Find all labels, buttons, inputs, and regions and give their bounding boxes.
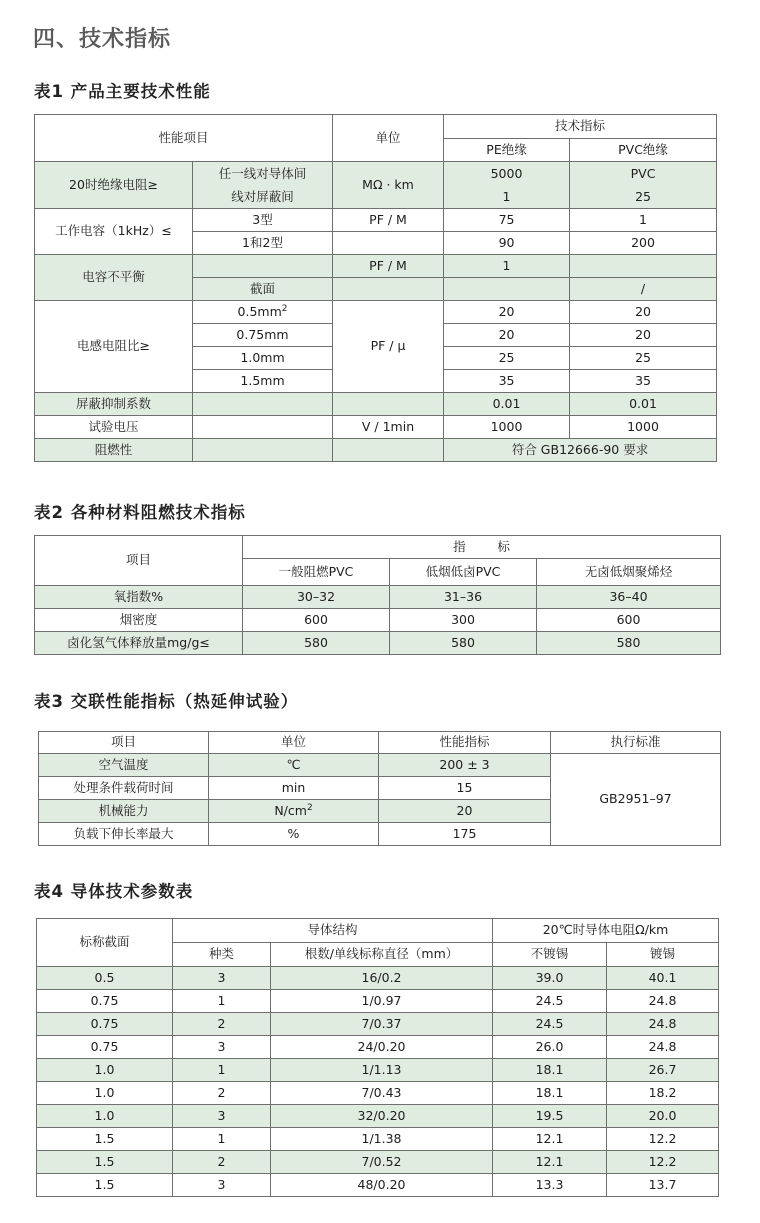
t2-row-c2: 31–36 <box>390 586 537 609</box>
t4-row-section: 1.5 <box>37 1174 173 1197</box>
t4-row-tinned: 12.2 <box>607 1128 719 1151</box>
t3-header-index: 性能指标 <box>379 732 551 754</box>
t4-row-kind: 2 <box>173 1013 271 1036</box>
t1-flame-value: 符合 GB12666-90 要求 <box>444 439 717 462</box>
t4-row-plain: 24.5 <box>493 1013 607 1036</box>
t4-row-tinned: 26.7 <box>607 1059 719 1082</box>
t3-row-value: 200 ± 3 <box>379 754 551 777</box>
t1-insulation-pvc2: 25 <box>635 189 651 204</box>
t2-row-label: 卤化氢气体释放量mg/g≤ <box>35 632 243 655</box>
t2-row-c2: 300 <box>390 609 537 632</box>
t1-insulation-pvc <box>570 162 717 209</box>
t1-voltage-pe: 1000 <box>444 416 570 439</box>
t3-row-unit: % <box>209 823 379 846</box>
section-title: 四、技术指标 <box>33 27 172 52</box>
t1-lr-ratio-sub: 1.5mm <box>193 370 333 393</box>
t4-row-diameter: 1/1.13 <box>271 1059 493 1082</box>
t4-row-plain: 18.1 <box>493 1059 607 1082</box>
t4-row-section: 0.5 <box>37 967 173 990</box>
t4-row-kind: 2 <box>173 1151 271 1174</box>
t1-lr-ratio-sub: 1.0mm <box>193 347 333 370</box>
t2-header-item: 项目 <box>35 536 243 586</box>
t4-row-section: 0.75 <box>37 1036 173 1059</box>
t1-flame-label: 阻燃性 <box>35 439 193 462</box>
t4-row-tinned: 24.8 <box>607 990 719 1013</box>
t1-capacitance-pvc1: 1 <box>570 209 717 232</box>
t3-row-value: 15 <box>379 777 551 800</box>
t4-row-plain: 12.1 <box>493 1151 607 1174</box>
t4-row-diameter: 24/0.20 <box>271 1036 493 1059</box>
t4-row-diameter: 7/0.37 <box>271 1013 493 1036</box>
t4-row-tinned: 24.8 <box>607 1036 719 1059</box>
t4-row-section: 1.0 <box>37 1059 173 1082</box>
t4-header-tinned: 镀锡 <box>607 943 719 967</box>
t2-header-col2: 低烟低卤PVC <box>390 559 537 586</box>
t1-capacitance-unit2 <box>333 232 444 255</box>
t1-insulation-unit: MΩ · km <box>333 162 444 209</box>
t1-capacitance-sub1: 3型 <box>193 209 333 232</box>
t3-row-unit: ℃ <box>209 754 379 777</box>
t4-row-tinned: 24.8 <box>607 1013 719 1036</box>
t3-row-label: 负载下伸长率最大 <box>39 823 209 846</box>
t4-row-kind: 2 <box>173 1082 271 1105</box>
t1-lr-ratio-pe: 20 <box>444 301 570 324</box>
t4-row-kind: 1 <box>173 1059 271 1082</box>
t4-row-section: 1.0 <box>37 1082 173 1105</box>
table3-title: 表3 交联性能指标（热延伸试验） <box>34 692 299 711</box>
t1-lr-ratio-pe: 25 <box>444 347 570 370</box>
t4-row-tinned: 18.2 <box>607 1082 719 1105</box>
t1-unbalance-sub2: 截面 <box>193 278 333 301</box>
t4-row-kind: 3 <box>173 967 271 990</box>
t4-row-section: 0.75 <box>37 1013 173 1036</box>
t1-insulation-pe <box>444 162 570 209</box>
t1-header-pvc: PVC绝缘 <box>570 139 717 162</box>
t3-header-item: 项目 <box>39 732 209 754</box>
t4-header-diameter: 根数/单线标称直径（mm） <box>271 943 493 967</box>
t2-header-col3: 无卤低烟聚烯烃 <box>537 559 721 586</box>
t4-row-kind: 3 <box>173 1036 271 1059</box>
t4-header-kind: 种类 <box>173 943 271 967</box>
t2-row-c1: 580 <box>243 632 390 655</box>
table1-title: 表1 产品主要技术性能 <box>34 82 211 101</box>
t3-row-value: 175 <box>379 823 551 846</box>
t1-shield-pvc: 0.01 <box>570 393 717 416</box>
t1-flame-sub <box>193 439 333 462</box>
t3-row-label: 处理条件载荷时间 <box>39 777 209 800</box>
t1-flame-unit <box>333 439 444 462</box>
t4-row-plain: 39.0 <box>493 967 607 990</box>
t4-row-diameter: 32/0.20 <box>271 1105 493 1128</box>
t1-unbalance-pvc2: / <box>570 278 717 301</box>
t1-lr-ratio-pe: 20 <box>444 324 570 347</box>
t1-insulation-pe1: 5000 <box>490 166 523 181</box>
t4-row-diameter: 1/1.38 <box>271 1128 493 1151</box>
t1-shield-pe: 0.01 <box>444 393 570 416</box>
t1-lr-ratio-pvc: 25 <box>570 347 717 370</box>
t4-row-plain: 26.0 <box>493 1036 607 1059</box>
t3-header-unit: 单位 <box>209 732 379 754</box>
t1-voltage-sub <box>193 416 333 439</box>
t1-unbalance-unit2 <box>333 278 444 301</box>
t4-row-diameter: 1/0.97 <box>271 990 493 1013</box>
t4-header-plain: 不镀锡 <box>493 943 607 967</box>
t3-row-unit: min <box>209 777 379 800</box>
t3-standard-value: GB2951–97 <box>551 754 721 846</box>
t2-row-label: 烟密度 <box>35 609 243 632</box>
t1-lr-ratio-pe: 35 <box>444 370 570 393</box>
t1-lr-ratio-sub: 0.75mm <box>193 324 333 347</box>
t2-row-c1: 600 <box>243 609 390 632</box>
t4-header-structure: 导体结构 <box>173 919 493 943</box>
t1-unbalance-pe: 1 <box>444 255 570 278</box>
t3-row-value: 20 <box>379 800 551 823</box>
t4-row-diameter: 7/0.52 <box>271 1151 493 1174</box>
t4-row-section: 0.75 <box>37 990 173 1013</box>
t1-lr-ratio-pvc: 20 <box>570 324 717 347</box>
t4-row-section: 1.5 <box>37 1128 173 1151</box>
t4-row-kind: 1 <box>173 1128 271 1151</box>
t1-unbalance-pe2 <box>444 278 570 301</box>
t4-row-plain: 19.5 <box>493 1105 607 1128</box>
t1-unbalance-pvc <box>570 255 717 278</box>
t1-capacitance-pvc2: 200 <box>570 232 717 255</box>
t1-insulation-sub <box>193 162 333 209</box>
t1-insulation-label: 20时绝缘电阻≥ <box>35 162 193 209</box>
t4-row-tinned: 12.2 <box>607 1151 719 1174</box>
table2-title: 表2 各种材料阻燃技术指标 <box>34 503 246 522</box>
t2-row-c3: 580 <box>537 632 721 655</box>
t4-row-kind: 1 <box>173 990 271 1013</box>
t1-voltage-pvc: 1000 <box>570 416 717 439</box>
t4-row-plain: 12.1 <box>493 1128 607 1151</box>
t4-row-diameter: 7/0.43 <box>271 1082 493 1105</box>
table2-flame-retardant <box>34 535 721 655</box>
t4-row-diameter: 16/0.2 <box>271 967 493 990</box>
t1-lr-ratio-pvc: 20 <box>570 301 717 324</box>
t1-unbalance-label: 电容不平衡 <box>35 255 193 301</box>
t2-header-index: 指 标 <box>243 536 721 559</box>
t4-row-kind: 3 <box>173 1174 271 1197</box>
t1-lr-ratio-sub: $0.5mm^2$ <box>193 301 333 324</box>
table4-conductor <box>36 918 719 1197</box>
t4-row-plain: 24.5 <box>493 990 607 1013</box>
t1-lr-ratio-label: 电感电阻比≥ <box>35 301 193 393</box>
t4-row-plain: 18.1 <box>493 1082 607 1105</box>
t1-capacitance-label: 工作电容（1kHz）≤ <box>35 209 193 255</box>
t1-header-unit: 单位 <box>333 115 444 162</box>
t1-lr-ratio-unit: PF / μ <box>333 301 444 393</box>
t1-insulation-pe2: 1 <box>502 189 511 204</box>
t1-capacitance-pe1: 75 <box>444 209 570 232</box>
t1-header-index: 技术指标 <box>444 115 717 139</box>
t4-row-tinned: 40.1 <box>607 967 719 990</box>
t4-header-section: 标称截面 <box>37 919 173 967</box>
t4-row-tinned: 13.7 <box>607 1174 719 1197</box>
t4-row-plain: 13.3 <box>493 1174 607 1197</box>
t4-row-tinned: 20.0 <box>607 1105 719 1128</box>
t3-row-label: 机械能力 <box>39 800 209 823</box>
t4-row-section: 1.5 <box>37 1151 173 1174</box>
t4-row-section: 1.0 <box>37 1105 173 1128</box>
t4-row-kind: 3 <box>173 1105 271 1128</box>
t3-row-label: 空气温度 <box>39 754 209 777</box>
table1-performance <box>34 114 717 462</box>
t2-row-label: 氧指数% <box>35 586 243 609</box>
t3-header-standard: 执行标准 <box>551 732 721 754</box>
t1-voltage-unit: V / 1min <box>333 416 444 439</box>
t1-capacitance-unit: PF / M <box>333 209 444 232</box>
t1-header-pe: PE绝缘 <box>444 139 570 162</box>
t1-insulation-pvc1: PVC <box>630 166 656 181</box>
t1-shield-label: 屏蔽抑制系数 <box>35 393 193 416</box>
t4-header-resistance: 20℃时导体电阻Ω/km <box>493 919 719 943</box>
t1-insulation-sub2: 线对屏蔽间 <box>231 189 294 204</box>
table3-crosslink <box>38 731 721 846</box>
t1-insulation-sub1: 任一线对导体间 <box>218 166 307 181</box>
t4-row-diameter: 48/0.20 <box>271 1174 493 1197</box>
t3-row-unit: $N/cm^2$ <box>209 800 379 823</box>
table4-title: 表4 导体技术参数表 <box>34 882 194 901</box>
t1-voltage-label: 试验电压 <box>35 416 193 439</box>
t1-unbalance-unit: PF / M <box>333 255 444 278</box>
t1-unbalance-sub1 <box>193 255 333 278</box>
t2-row-c3: 36–40 <box>537 586 721 609</box>
t2-row-c3: 600 <box>537 609 721 632</box>
t1-shield-sub <box>193 393 333 416</box>
t2-row-c2: 580 <box>390 632 537 655</box>
t1-lr-ratio-pvc: 35 <box>570 370 717 393</box>
t1-capacitance-pe2: 90 <box>444 232 570 255</box>
t2-row-c1: 30–32 <box>243 586 390 609</box>
t2-header-col1: 一般阻燃PVC <box>243 559 390 586</box>
t1-capacitance-sub2: 1和2型 <box>193 232 333 255</box>
t1-shield-unit <box>333 393 444 416</box>
t1-header-item: 性能项目 <box>35 115 333 162</box>
